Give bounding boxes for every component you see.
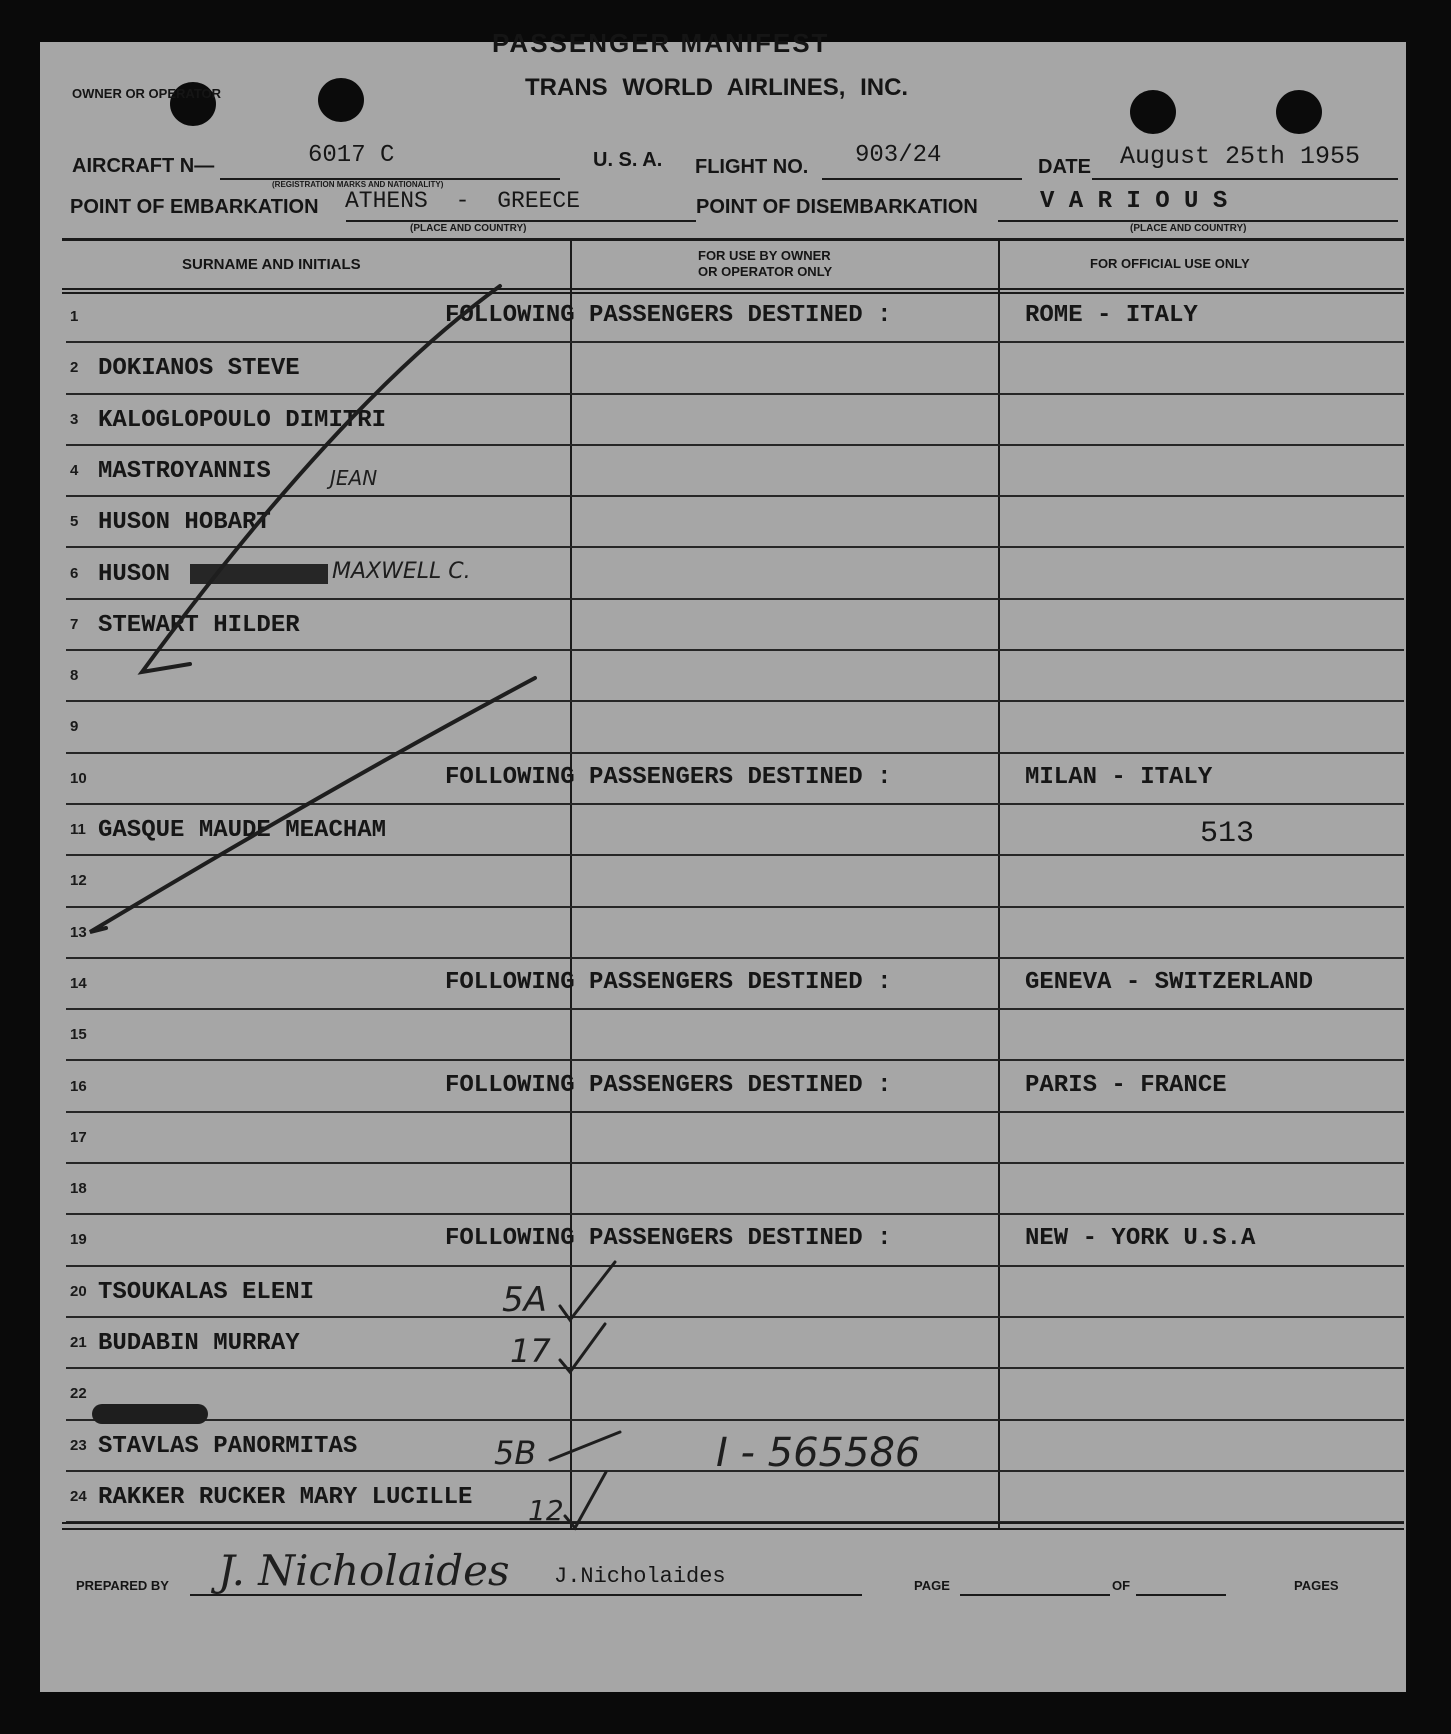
destination-heading: FOLLOWING PASSENGERS DESTINED : <box>445 302 892 329</box>
date-value: August 25th 1955 <box>1120 142 1361 171</box>
row-number: 18 <box>70 1180 87 1198</box>
official-use-cell: GENEVA - SWITZERLAND <box>1025 968 1314 996</box>
passenger-name: KALOGLOPOULO DIMITRI <box>98 406 387 434</box>
destination-heading: FOLLOWING PASSENGERS DESTINED : <box>445 968 892 996</box>
row-number: 17 <box>70 1128 87 1146</box>
passenger-name: HUSON HOBART <box>98 509 271 537</box>
cross-out-stroke <box>142 286 500 672</box>
passenger-name: GASQUE MAUDE MEACHAM <box>98 817 387 844</box>
passenger-name: STAVLAS PANORMITAS <box>98 1432 358 1460</box>
passenger-name: DOKIANOS STEVE <box>98 355 300 383</box>
handwritten-jean: JEAN <box>330 466 378 490</box>
official-column-header: FOR OFFICIAL USE ONLY <box>1090 256 1250 271</box>
row-number: 24 <box>70 1487 87 1505</box>
passenger-name: MASTROYANNIS <box>98 457 271 485</box>
embarkation-label: POINT OF EMBARKATION <box>70 196 319 218</box>
handwritten-document-number: I - 565586 <box>716 1430 921 1476</box>
place-caption: (PLACE AND COUNTRY) <box>410 223 527 234</box>
row-number: 7 <box>70 615 79 633</box>
owner-column-header-2: OR OPERATOR ONLY <box>698 264 833 279</box>
row-number: 19 <box>70 1231 87 1249</box>
check-mark <box>550 1432 620 1460</box>
aircraft-value: 6017 C <box>308 142 395 169</box>
signature: J. Nicholaides <box>218 1546 510 1595</box>
flight-value: 903/24 <box>855 142 942 169</box>
row-number: 1 <box>70 308 79 325</box>
row-number: 10 <box>70 769 87 787</box>
usa-label: U. S. A. <box>593 149 663 171</box>
destination-heading: FOLLOWING PASSENGERS DESTINED : <box>445 1225 892 1253</box>
row-number: 13 <box>70 923 87 941</box>
flight-label: FLIGHT NO. <box>695 156 809 178</box>
handwritten-maxwell: MAXWELL C. <box>332 559 471 584</box>
row-number: 14 <box>70 974 87 992</box>
disembarkation-label: POINT OF DISEMBARKATION <box>696 196 978 218</box>
official-use-cell: NEW - YORK U.S.A <box>1025 1225 1256 1253</box>
passenger-name: BUDABIN MURRAY <box>98 1330 300 1357</box>
passenger-name: HUSON <box>98 560 171 588</box>
row-number: 23 <box>70 1436 87 1454</box>
passenger-name: STEWART HILDER <box>98 611 300 639</box>
form-title: PASSENGER MANIFEST <box>492 28 830 58</box>
official-use-cell: ROME - ITALY <box>1025 302 1198 329</box>
check-mark <box>565 1472 606 1528</box>
row-number: 9 <box>70 718 79 736</box>
check-mark <box>560 1324 605 1372</box>
owner-column-header-1: FOR USE BY OWNER <box>698 248 831 263</box>
row-number: 5 <box>70 513 79 531</box>
row-number: 20 <box>70 1282 87 1300</box>
manifest-sheet <box>40 28 1406 1692</box>
embarkation-value: ATHENS - GREECE <box>345 188 581 214</box>
aircraft-label: AIRCRAFT N— <box>72 155 215 177</box>
registration-caption: (REGISTRATION MARKS AND NATIONALITY) <box>272 180 444 189</box>
prepared-by-name: J.Nicholaides <box>554 1564 726 1589</box>
official-use-cell: MILAN - ITALY <box>1025 763 1213 791</box>
row-number: 21 <box>70 1334 87 1351</box>
of-label: OF <box>1112 1578 1131 1593</box>
row-number: 12 <box>70 872 87 890</box>
row-number: 8 <box>70 667 79 685</box>
row-number: 22 <box>70 1385 87 1403</box>
airline-name: TRANS WORLD AIRLINES, INC. <box>525 74 909 101</box>
passenger-name: TSOUKALAS ELENI <box>98 1278 315 1306</box>
pen-strokes <box>40 42 1406 1692</box>
row-number: 16 <box>70 1077 87 1095</box>
place-caption: (PLACE AND COUNTRY) <box>1130 223 1247 234</box>
row-number: 11 <box>70 821 86 838</box>
date-label: DATE <box>1038 156 1091 178</box>
row-number: 4 <box>70 461 79 479</box>
handwritten-seat: 5B <box>494 1434 537 1472</box>
cross-out-stroke <box>90 678 535 932</box>
official-use-cell: 513 <box>1200 817 1255 851</box>
disembarkation-value: V A R I O U S <box>1040 188 1228 215</box>
pages-label: PAGES <box>1294 1578 1339 1593</box>
row-number: 6 <box>70 564 79 582</box>
row-number: 15 <box>70 1026 87 1044</box>
handwritten-seat: 17 <box>510 1332 551 1370</box>
passenger-name: RAKKER RUCKER MARY LUCILLE <box>98 1483 473 1511</box>
handwritten-seat: 5A <box>502 1280 547 1320</box>
destination-heading: FOLLOWING PASSENGERS DESTINED : <box>445 1071 892 1099</box>
row-number: 2 <box>70 359 79 377</box>
prepared-by-label: PREPARED BY <box>76 1578 169 1593</box>
row-number: 3 <box>70 410 79 428</box>
destination-heading: FOLLOWING PASSENGERS DESTINED : <box>445 763 892 791</box>
page-label: PAGE <box>914 1578 950 1593</box>
check-mark <box>560 1262 615 1320</box>
owner-label: OWNER OR OPERATOR <box>72 86 222 101</box>
official-use-cell: PARIS - FRANCE <box>1025 1071 1227 1099</box>
surname-column-header: SURNAME AND INITIALS <box>182 256 361 273</box>
handwritten-seat: 12 <box>528 1494 564 1527</box>
